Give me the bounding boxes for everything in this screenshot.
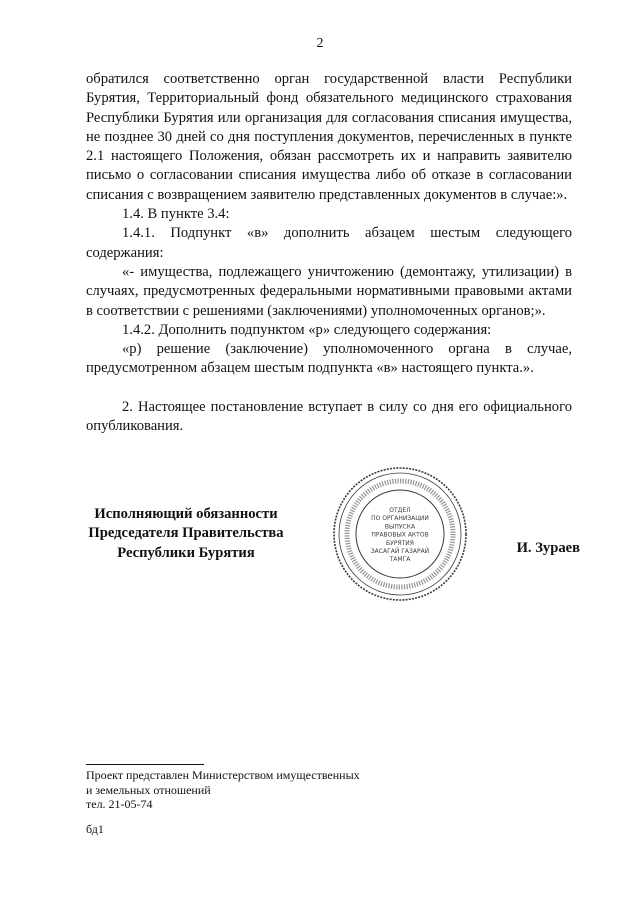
signature-line-2: Председателя Правительства [88, 525, 284, 542]
footnote-line-1: Проект представлен Министерством имущественных [86, 768, 360, 782]
signature-title [70, 505, 302, 563]
paragraph-1-4-2: 1.4.2. Дополнить подпунктом «р» следующего содержания: [122, 321, 492, 338]
seal-text-line: ПО ОРГАНИЗАЦИИ [371, 515, 429, 523]
document-body [86, 70, 572, 436]
paragraph-1-4-1: 1.4.1. Подпункт «в» дополнить абзацем шестым следующего содержания: [86, 225, 572, 261]
seal-text-line: ПРАВОВЫХ АКТОВ [371, 531, 429, 539]
footnote-line-2: и земельных отношений [86, 782, 211, 797]
seal-text-line: ВЫПУСКА [384, 523, 416, 531]
seal-text-line: ОТДЕЛ [389, 507, 411, 514]
signature-line-3: Республики Бурятия [117, 544, 255, 561]
official-seal [330, 464, 470, 604]
footnote-phone: тел. 21-05-74 [86, 797, 153, 811]
footnote [86, 768, 406, 812]
paragraph-quote-2: «р) решение (заключение) уполномоченного органа в случае, предусмотренном абзацем шестым подпункта «в» настоящего пункта.». [86, 341, 572, 377]
signature-line-1: Исполняющий обязанности [94, 506, 278, 522]
paragraph-2: 2. Настоящее постановление вступает в силу со дня его официального опубликования. [86, 398, 572, 435]
seal-text-line: ЗАСАГАЙ ГАЗАРАЙ [370, 548, 430, 555]
signer-name: И. Зураев [516, 540, 580, 556]
paragraph-1-4: 1.4. В пункте 3.4: [122, 206, 230, 223]
seal-text-line: ТАМГА [389, 556, 411, 564]
paragraph-quote-1: «- имущества, подлежащего уничтожению (демонтажу, утилизации) в случаях, предусмотренных федеральными нормативными правовыми актами в соответствии с решениями (заключениями) уполномоченных органов;». [86, 263, 572, 319]
page-number: 2 [316, 36, 324, 51]
paragraph-continuation: обратился соответственно орган государственной власти Республики Бурятия, Территориальный фонд обязательного медицинского страхования Республики Бурятия или организация для согласования списания имущества, не позднее 30 дней со дня поступления документов, перечисленных в пункте 2.1 настоящего Положения, обязан рассмотреть их и направить заявителю письмо о согласовании списания имущества либо об отказе в согласовании списания с возвращением заявителю представленных документов в случае:». [86, 71, 572, 203]
footnote-divider [86, 764, 204, 765]
seal-text-line: БУРЯТИЯ [386, 539, 414, 547]
document-code: бд1 [86, 822, 104, 836]
